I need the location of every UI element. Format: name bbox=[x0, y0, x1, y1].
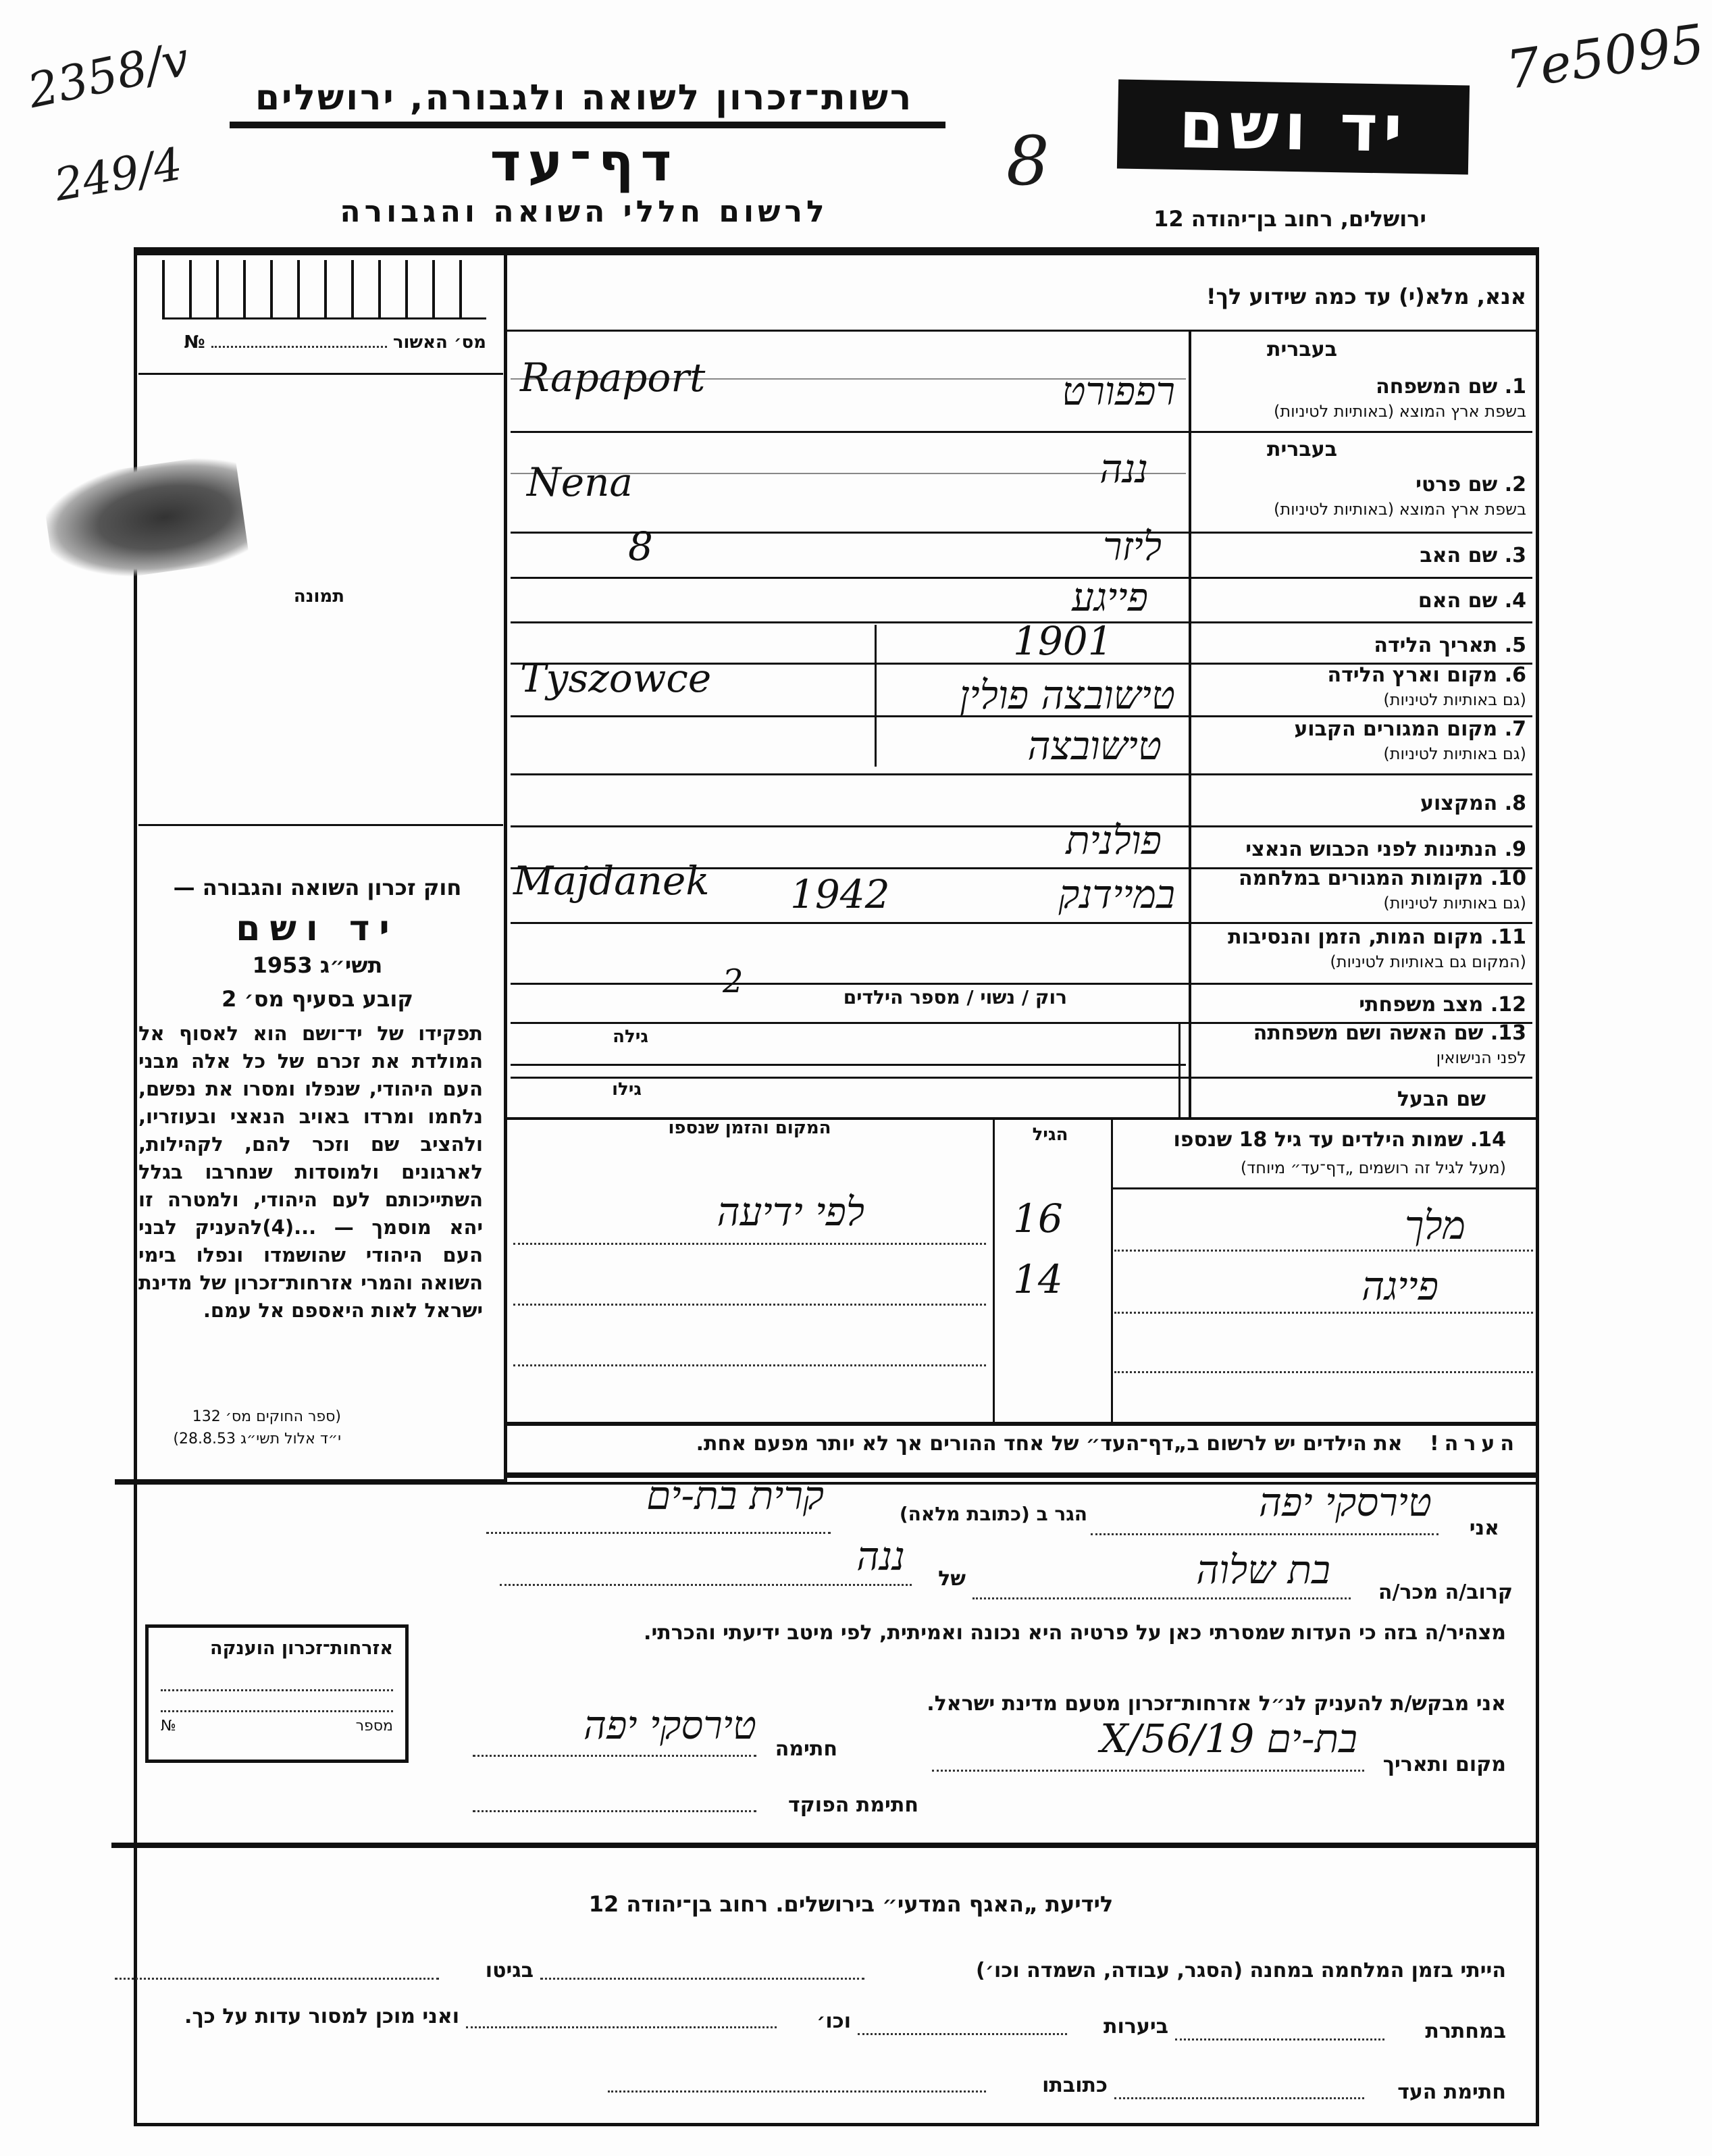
birth-place-hebrew-value[interactable]: טישובצה פולין bbox=[959, 672, 1175, 718]
death-year-value[interactable]: 1942 bbox=[790, 871, 890, 917]
child-name[interactable]: פייגה bbox=[1361, 1263, 1438, 1309]
address-label: הגר ב (כתובת מלאה) bbox=[899, 1503, 1087, 1525]
child-age[interactable]: 16 bbox=[1013, 1196, 1063, 1241]
photo-top-rule bbox=[138, 373, 503, 375]
citizenship-number-label: מספר bbox=[355, 1718, 393, 1735]
of-label: של bbox=[938, 1567, 966, 1591]
field-number: 14. bbox=[1470, 1128, 1506, 1152]
field-label bbox=[1202, 792, 1526, 815]
fill-in-line bbox=[115, 1978, 439, 1980]
text bbox=[161, 1676, 393, 1691]
request-text: אני מבקש/ת להעניק לנ״ל אזרחות־זכרון מטעם מדינת ישראל. bbox=[927, 1692, 1506, 1716]
law-top-rule bbox=[138, 824, 503, 826]
text: 2. bbox=[1504, 473, 1526, 496]
text: 9. bbox=[1504, 838, 1526, 861]
fill-in-line bbox=[1114, 2097, 1364, 2099]
logo-text: יד ושם bbox=[1178, 87, 1409, 167]
signature-label: חתימה bbox=[775, 1737, 837, 1761]
text: שם האם bbox=[1418, 589, 1498, 613]
text: תאריך הלידה bbox=[1374, 634, 1498, 657]
hebrew-tag: בעברית bbox=[1267, 438, 1337, 461]
relation-value[interactable]: בת שלוה bbox=[1196, 1547, 1330, 1593]
rule-line bbox=[507, 1422, 1539, 1426]
rule-line bbox=[511, 1064, 1186, 1066]
statement-text: מצהיר/ה בזה כי העדות שמסרתי כאן על פרטיה היא נכונה ואמיתית, לפי מיטב ידיעתי והכרתי. bbox=[644, 1621, 1506, 1645]
place-column-header: המקום והזמן שנספו bbox=[668, 1118, 831, 1138]
text: מקומות המגורים במלחמה bbox=[1239, 867, 1484, 890]
text: מקום המגורים הקבוע bbox=[1294, 717, 1498, 741]
text: שם האב bbox=[1420, 544, 1498, 567]
fill-in-line bbox=[513, 1304, 986, 1306]
approval-number-field[interactable] bbox=[162, 332, 486, 353]
text: מקום המות, הזמן והנסיבות bbox=[1228, 925, 1484, 949]
family-name-hebrew-value[interactable]: רפפורט bbox=[1062, 368, 1175, 414]
ghetto-label: בגיטו bbox=[485, 1959, 534, 1982]
father-value-mark[interactable]: 8 bbox=[628, 523, 653, 569]
witness-name-value[interactable]: טירסקי יפה bbox=[1259, 1479, 1432, 1525]
rule-line bbox=[1178, 1023, 1181, 1118]
field-label: שם הבעל bbox=[1397, 1087, 1486, 1111]
camp-label: הייתי בזמן המלחמה במחנה (הסגר, עבודה, השמדה וכו׳) bbox=[976, 1959, 1506, 1982]
rule-line bbox=[511, 922, 1532, 924]
first-name-latin-value[interactable]: Nena bbox=[527, 459, 633, 505]
text bbox=[211, 346, 387, 348]
fill-in-line bbox=[466, 2026, 777, 2028]
text: הנתינות לפני הכבוש הנאצי bbox=[1245, 838, 1498, 861]
of-value[interactable]: ננה bbox=[856, 1533, 905, 1579]
hebrew-tag: בעברית bbox=[1267, 338, 1337, 361]
death-place-hebrew-value[interactable]: במיידנק bbox=[1058, 871, 1175, 917]
text: 3. bbox=[1504, 544, 1526, 567]
fill-in-line bbox=[513, 1243, 986, 1245]
citizenship-box bbox=[145, 1624, 409, 1763]
fill-in-line bbox=[1114, 1312, 1533, 1314]
etc-label: וכו׳ bbox=[816, 2009, 851, 2033]
child-death-place[interactable]: לפי ידיעה bbox=[717, 1189, 864, 1235]
field-label bbox=[1202, 544, 1526, 567]
family-name-latin-value[interactable]: Rapaport bbox=[520, 355, 706, 401]
rule-line bbox=[111, 1843, 1539, 1848]
archive-number-annotation-right: 7e5095 bbox=[1503, 13, 1709, 102]
witness-address-value[interactable]: קרית בת-ים bbox=[646, 1472, 824, 1518]
archive-number-annotation-2: 249/4 bbox=[50, 138, 186, 211]
underground-label: במחתרת bbox=[1425, 2020, 1506, 2043]
children-label: שמות הילדים עד גיל 18 שנספו bbox=[1173, 1128, 1463, 1152]
first-name-hebrew-value[interactable]: ננה bbox=[1099, 446, 1148, 492]
text: 11. bbox=[1490, 925, 1526, 949]
law-title: חוק זכרון השואה והגבורה — bbox=[173, 875, 462, 900]
marital-options[interactable]: רוק / נשוי / מספר הילדים bbox=[843, 986, 1067, 1008]
field-label bbox=[1202, 589, 1526, 613]
text: שם המשפחה bbox=[1376, 375, 1498, 399]
field-label bbox=[1202, 375, 1526, 399]
law-reference-2: י״ד אלול תשי״ג 28.8.53) bbox=[173, 1431, 341, 1447]
death-place-latin-value[interactable]: Majdanek bbox=[513, 858, 710, 904]
archive-number-annotation: 2358/v bbox=[23, 30, 194, 120]
field-label bbox=[1202, 473, 1526, 496]
fill-in-line bbox=[608, 2090, 986, 2093]
wife-age-label: גילה bbox=[613, 1027, 648, 1047]
note-label: הערה! bbox=[1430, 1432, 1520, 1456]
witness-address-label: כתובתו bbox=[1042, 2074, 1108, 2097]
field-sublabel: בשפת ארץ המוצא (באותיות לטיניות) bbox=[1274, 402, 1526, 421]
id-number-boxes[interactable] bbox=[162, 260, 486, 319]
text: שם פרטי bbox=[1416, 473, 1498, 496]
rule-line bbox=[511, 1077, 1532, 1079]
fill-in-line bbox=[972, 1597, 1351, 1599]
witness-signature-label: חתימת העד bbox=[1397, 2080, 1506, 2104]
husband-age-label: גילו bbox=[612, 1079, 642, 1100]
rule-line bbox=[511, 773, 1532, 775]
top-thick-rule bbox=[134, 247, 1539, 255]
address: ירושלים, רחוב בן־יהודה 12 bbox=[1153, 206, 1426, 232]
approval-label: מס׳ האשור bbox=[392, 332, 486, 353]
place-date-label: מקום ותאריך bbox=[1382, 1753, 1506, 1776]
citizenship-box-title: אזרחות־זכרון הוענקה bbox=[210, 1638, 393, 1659]
field-label bbox=[1202, 717, 1526, 741]
instruction-rule bbox=[507, 330, 1539, 332]
fill-in-line bbox=[858, 2033, 1067, 2035]
rule-line bbox=[1111, 1119, 1113, 1422]
child-age[interactable]: 14 bbox=[1013, 1256, 1063, 1302]
rule-line bbox=[511, 431, 1532, 433]
note bbox=[513, 1432, 1520, 1456]
nationality-value[interactable]: פולנית bbox=[1066, 817, 1162, 863]
field-sublabel: לפני הנישואין bbox=[1436, 1048, 1526, 1067]
fill-in-line bbox=[1114, 1250, 1533, 1252]
text: 8. bbox=[1504, 792, 1526, 815]
field-sublabel: (המקום גם באותיות לטיניות) bbox=[1330, 952, 1526, 971]
fill-in-line bbox=[500, 1584, 912, 1586]
text: 6. bbox=[1504, 663, 1526, 687]
label-column-divider bbox=[1189, 331, 1191, 1119]
field-label bbox=[1195, 1021, 1526, 1045]
approval-no: № bbox=[184, 332, 205, 353]
instruction: אנא, מלא(י) עד כמה שידוע לך! bbox=[1205, 284, 1526, 309]
field-label bbox=[1195, 925, 1526, 949]
text: 1. bbox=[1504, 375, 1526, 399]
rule-line bbox=[511, 983, 1532, 985]
field-label bbox=[1195, 993, 1526, 1017]
field-sublabel: בשפת ארץ המוצא (באותיות לטיניות) bbox=[1274, 500, 1526, 519]
fill-in-line bbox=[473, 1810, 756, 1812]
text: מצב משפחתי bbox=[1359, 993, 1484, 1017]
signature-value[interactable]: טירסקי יפה bbox=[583, 1702, 756, 1748]
text: 12. bbox=[1490, 993, 1526, 1017]
rule-line bbox=[1111, 1187, 1539, 1189]
yad-vashem-logo bbox=[1117, 79, 1470, 174]
law-name: יד ושם bbox=[236, 908, 399, 949]
text: מקום וארץ הלידה bbox=[1327, 663, 1498, 687]
ready-label: ואני מוכן למסור עדות על כך. bbox=[184, 2005, 459, 2028]
header-rule bbox=[230, 122, 945, 128]
fill-in-line bbox=[1114, 1371, 1533, 1373]
field-sublabel: (גם באותיות לטיניות) bbox=[1383, 744, 1526, 763]
org-name: רשות־זכרון לשואה ולגבורה, ירושלים bbox=[255, 78, 914, 118]
i-label: אני bbox=[1469, 1516, 1499, 1540]
text bbox=[1121, 1128, 1506, 1152]
field-label bbox=[1195, 838, 1526, 861]
fill-in-line bbox=[1091, 1533, 1438, 1535]
text: 10. bbox=[1490, 867, 1526, 890]
text bbox=[149, 1712, 405, 1735]
birth-date-value[interactable]: 1901 bbox=[1013, 618, 1113, 664]
field-sublabel: (גם באותיות לטיניות) bbox=[1383, 690, 1526, 709]
law-text: תפקידו של יד־ושם הוא לאסוף אל המולדת את זכרם של כל אלה מבני העם היהודי, שנפלו ומסרו את נפשם, נלחמו ומרדו באויב הנאצי ובעוזריו, ולהציב שם וזכר להם, לקהילות, לארגונים ולמוסדות שנחרבו בגלל השתייכותם לעם היהודי, ולמטרה זו יהא מוסמך — ...(4)להעניק לבני העם היהודי שהושמדו ונפלו בימי השואה והמרי אזרחות־זכרון של מדינת ישראל לאות היאספם אל עמם. bbox=[138, 1022, 483, 1322]
left-column-divider bbox=[504, 247, 507, 1483]
age-column-header: הגיל bbox=[1032, 1125, 1068, 1145]
field-label bbox=[1195, 867, 1526, 890]
father-name-value[interactable]: ליזר bbox=[1103, 523, 1162, 569]
official-signature-label: חתימת הפוקד bbox=[788, 1793, 918, 1817]
text: המקצוע bbox=[1420, 792, 1498, 815]
text: 7. bbox=[1504, 717, 1526, 741]
text: 13. bbox=[1490, 1021, 1526, 1045]
relation-label: קרוב/ה מכר/ה bbox=[1378, 1581, 1513, 1604]
rule-line bbox=[993, 1119, 995, 1422]
citizenship-no: № bbox=[161, 1718, 176, 1735]
place-date-value[interactable]: בת-ים 19/X/56 bbox=[1100, 1716, 1357, 1762]
residence-value[interactable]: טישובצה bbox=[1027, 723, 1162, 769]
form-title: דף־עד bbox=[490, 132, 679, 193]
field-label bbox=[1202, 663, 1526, 687]
law-year: תשי״ג 1953 bbox=[252, 952, 383, 978]
fill-in-line bbox=[932, 1770, 1364, 1772]
birth-place-latin-value[interactable]: Tyszowce bbox=[520, 655, 712, 701]
section-title: לידיעת „האגף המדעי״ בירושלים. רחוב בן־יהודה 12 bbox=[588, 1891, 1114, 1917]
text: 5. bbox=[1504, 634, 1526, 657]
fill-in-line bbox=[1175, 2038, 1384, 2040]
page-mark-annotation: 8 bbox=[1006, 122, 1049, 201]
forests-label: ביערות bbox=[1104, 2015, 1168, 2038]
law-section: קובע בסעיף מס׳ 2 bbox=[222, 986, 413, 1012]
law-reference-1: (ספר החוקים מס׳ 132 bbox=[192, 1408, 341, 1425]
child-name[interactable]: מלך bbox=[1404, 1202, 1465, 1248]
form-subtitle: לרשום חללי השואה והגבורה bbox=[340, 195, 829, 229]
note-text: את הילדים יש לרשום ב„דף־העד״ של אחד ההורים אך לא יותר מפעם אחת. bbox=[696, 1432, 1403, 1456]
text: שם האשה ושם משפחתה bbox=[1253, 1021, 1484, 1045]
field-label bbox=[1202, 634, 1526, 657]
children-count-value[interactable]: 2 bbox=[723, 962, 744, 1000]
fill-in-line bbox=[540, 1978, 864, 1980]
photo-label: תמונה bbox=[293, 586, 344, 607]
mother-name-value[interactable]: פייגע bbox=[1072, 574, 1148, 620]
fill-in-line bbox=[513, 1364, 986, 1366]
field-sublabel: (גם באותיות לטיניות) bbox=[1383, 894, 1526, 913]
children-sublabel: (מעל לגיל זה רושמים „דף־עד״ מיוחד) bbox=[1240, 1158, 1506, 1177]
text: 4. bbox=[1504, 589, 1526, 613]
fill-in-line bbox=[473, 1755, 756, 1757]
